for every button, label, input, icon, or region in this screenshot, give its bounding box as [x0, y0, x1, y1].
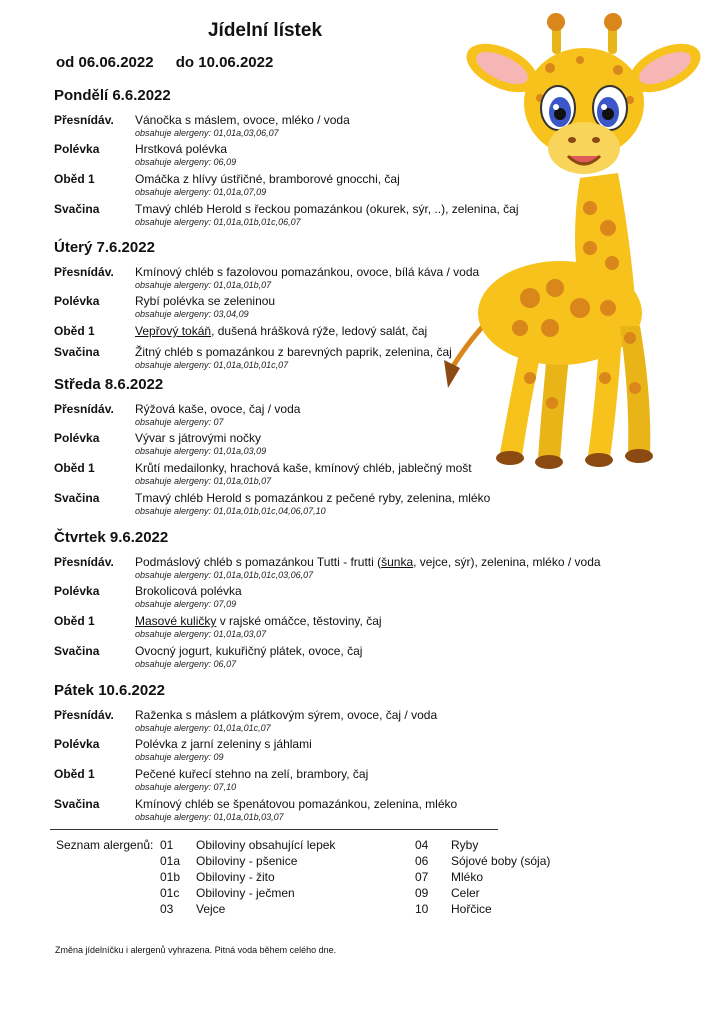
meal-dish-underlined: Vepřový tokáň [135, 324, 212, 338]
meal-dish [135, 644, 362, 658]
meal-dish-text: Brokolicová polévka [135, 584, 242, 598]
meal-dish-text: Omáčka z hlívy ústřičné, bramborové gnocchi, čaj [135, 172, 400, 186]
meal-allergens: obsahuje alergeny: 01,01a,01b,01c,07 [135, 360, 289, 370]
meal-label: Přesnídáv. [54, 555, 114, 569]
legend-code: 04 [415, 838, 429, 852]
legend-code: 06 [415, 854, 429, 868]
meal-label: Polévka [54, 737, 100, 751]
meal-label: Přesnídáv. [54, 708, 114, 722]
meal-dish [135, 324, 427, 338]
meal-label: Polévka [54, 142, 100, 156]
meal-label: Přesnídáv. [54, 402, 114, 416]
meal-label: Svačina [54, 202, 100, 216]
meal-allergens: obsahuje alergeny: 01,01a,01b,01c,06,07 [135, 217, 301, 227]
meal-dish [135, 461, 472, 475]
meal-label: Polévka [54, 584, 100, 598]
date-from: od 06.06.2022 [56, 54, 154, 71]
meal-label: Polévka [54, 294, 100, 308]
meal-allergens: obsahuje alergeny: 06,07 [135, 659, 237, 669]
meal-dish [135, 555, 601, 569]
meal-dish [135, 431, 261, 445]
meal-allergens: obsahuje alergeny: 09 [135, 752, 224, 762]
legend-name: Obiloviny - žito [196, 870, 275, 884]
meal-allergens: obsahuje alergeny: 07 [135, 417, 224, 427]
meal-dish [135, 797, 457, 811]
meal-label: Svačina [54, 491, 100, 505]
meal-dish [135, 172, 400, 186]
legend-title: Seznam alergenů: [56, 838, 154, 852]
giraffe-hoof [625, 449, 653, 463]
legend-code: 01 [160, 838, 174, 852]
legend-name: Obiloviny obsahující lepek [196, 838, 336, 852]
footer-note: Změna jídelníčku i alergenů vyhrazena. Pitná voda během celého dne. [55, 945, 337, 955]
meal-allergens: obsahuje alergeny: 01,01a,01b,07 [135, 476, 272, 486]
meal-label: Svačina [54, 345, 100, 359]
meal-allergens: obsahuje alergeny: 07,09 [135, 599, 237, 609]
legend-name: Mléko [451, 870, 484, 884]
date-to: do 10.06.2022 [175, 54, 274, 71]
meal-dish-text: Raženka s máslem a plátkovým sýrem, ovoce, čaj / voda [135, 708, 438, 722]
meal-allergens: obsahuje alergeny: 01,01a,01b,01c,03,06,07 [135, 570, 314, 580]
meal-dish-text: Tmavý chléb Herold s pomazánkou z pečené ryby, zelenina, mléko [135, 491, 491, 505]
meal-dish-text: Polévka z jarní zeleniny s jáhlami [135, 737, 312, 751]
meal-label: Polévka [54, 431, 100, 445]
meal-label: Oběd 1 [54, 767, 95, 781]
legend-name: Celer [451, 886, 480, 900]
legend-name: Hořčice [451, 902, 492, 916]
day-heading: Pondělí 6.6.2022 [54, 87, 171, 104]
meal-dish-text: Podmáslový chléb s pomazánkou Tutti - frutti ( [135, 555, 382, 569]
meal-dish-text: Žitný chléb s pomazánkou z barevných paprik, zelenina, čaj [135, 345, 452, 359]
giraffe-snout [548, 122, 620, 174]
meal-dish-text: Kmínový chléb s fazolovou pomazánkou, ovoce, bílá káva / voda [135, 265, 480, 279]
meal-dish-text: Hrstková polévka [135, 142, 228, 156]
meal-dish-text: Tmavý chléb Herold s řeckou pomazánkou (okurek, sýr, ..), zelenina, čaj [135, 202, 519, 216]
day-heading: Pátek 10.6.2022 [54, 682, 165, 699]
meal-allergens: obsahuje alergeny: 01,01a,03,07 [135, 629, 267, 639]
meal-dish-text: Vánočka s máslem, ovoce, mléko / voda [135, 113, 350, 127]
meal-dish-text: Kmínový chléb se špenátovou pomazánkou, zelenina, mléko [135, 797, 458, 811]
meal-dish [135, 584, 242, 598]
meal-allergens: obsahuje alergeny: 01,01a,03,09 [135, 446, 267, 456]
meal-allergens: obsahuje alergeny: 01,01a,01b,01c,04,06,07,10 [135, 506, 326, 516]
meal-dish-underlined: šunka [381, 555, 414, 569]
legend-code: 01c [160, 886, 180, 900]
meal-label: Oběd 1 [54, 614, 95, 628]
meal-dish [135, 767, 368, 781]
meal-label: Oběd 1 [54, 461, 95, 475]
meal-allergens: obsahuje alergeny: 01,01a,01c,07 [135, 723, 271, 733]
meal-dish-text: Ovocný jogurt, kukuřičný plátek, ovoce, čaj [135, 644, 363, 658]
day-heading: Úterý 7.6.2022 [54, 239, 155, 256]
meal-dish [135, 113, 350, 127]
meal-dish [135, 402, 300, 416]
meal-dish [135, 737, 312, 751]
meal-dish-text: v rajské omáčce, těstoviny, čaj [216, 614, 382, 628]
legend-divider [50, 829, 498, 830]
meal-label: Svačina [54, 644, 100, 658]
meal-label: Přesnídáv. [54, 113, 114, 127]
meal-dish [135, 614, 382, 628]
meal-dish [135, 142, 227, 156]
meal-dish-text: Pečené kuřecí stehno na zelí, brambory, čaj [135, 767, 369, 781]
giraffe-tail-tuft [444, 360, 460, 388]
legend-name: Ryby [451, 838, 479, 852]
meal-allergens: obsahuje alergeny: 01,01a,03,06,07 [135, 128, 279, 138]
meal-dish-text: Krůtí medailonky, hrachová kaše, kmínový chléb, jablečný mošt [135, 461, 472, 475]
giraffe-hoof [496, 451, 524, 465]
meal-dish-underlined: Masové kuličky [135, 614, 217, 628]
meal-allergens: obsahuje alergeny: 06,09 [135, 157, 237, 167]
menu-title: Jídelní lístek [207, 20, 323, 41]
meal-dish-text: Vývar s játrovými nočky [135, 431, 262, 445]
meal-dish-text: , dušená hrášková rýže, ledový salát, čaj [211, 324, 428, 338]
meal-dish-text: , vejce, sýr), zelenina, mléko / voda [413, 555, 601, 569]
legend-code: 01b [160, 870, 181, 884]
meal-dish [135, 265, 479, 279]
meal-label: Oběd 1 [54, 172, 95, 186]
day-heading: Čtvrtek 9.6.2022 [54, 529, 169, 546]
meal-allergens: obsahuje alergeny: 07,10 [135, 782, 237, 792]
legend-code: 03 [160, 902, 174, 916]
legend-name: Obiloviny - pšenice [196, 854, 298, 868]
meal-dish-text: Rybí polévka se zeleninou [135, 294, 276, 308]
meal-label: Svačina [54, 797, 100, 811]
meal-dish [135, 294, 275, 308]
giraffe-hoof [585, 453, 613, 467]
meal-dish [135, 345, 452, 359]
date-range [56, 54, 291, 71]
meal-allergens: obsahuje alergeny: 01,01a,01b,03,07 [135, 812, 284, 822]
legend-code: 01a [160, 854, 181, 868]
legend-name: Sójové boby (sója) [451, 854, 551, 868]
meal-allergens: obsahuje alergeny: 01,01a,01b,07 [135, 280, 272, 290]
legend-code: 10 [415, 902, 429, 916]
legend-name: Vejce [196, 902, 226, 916]
legend-name: Obiloviny - ječmen [196, 886, 295, 900]
legend-code: 09 [415, 886, 429, 900]
meal-dish [135, 708, 437, 722]
meal-allergens: obsahuje alergeny: 01,01a,07,09 [135, 187, 267, 197]
meal-label: Oběd 1 [54, 324, 95, 338]
legend-code: 07 [415, 870, 429, 884]
meal-dish-text: Rýžová kaše, ovoce, čaj / voda [135, 402, 301, 416]
giraffe-illustration [430, 8, 715, 478]
giraffe-neck [575, 173, 635, 298]
meal-label: Přesnídáv. [54, 265, 114, 279]
day-heading: Středa 8.6.2022 [54, 376, 164, 393]
meal-dish [135, 491, 490, 505]
giraffe-hoof [535, 455, 563, 469]
meal-allergens: obsahuje alergeny: 03,04,09 [135, 309, 249, 319]
